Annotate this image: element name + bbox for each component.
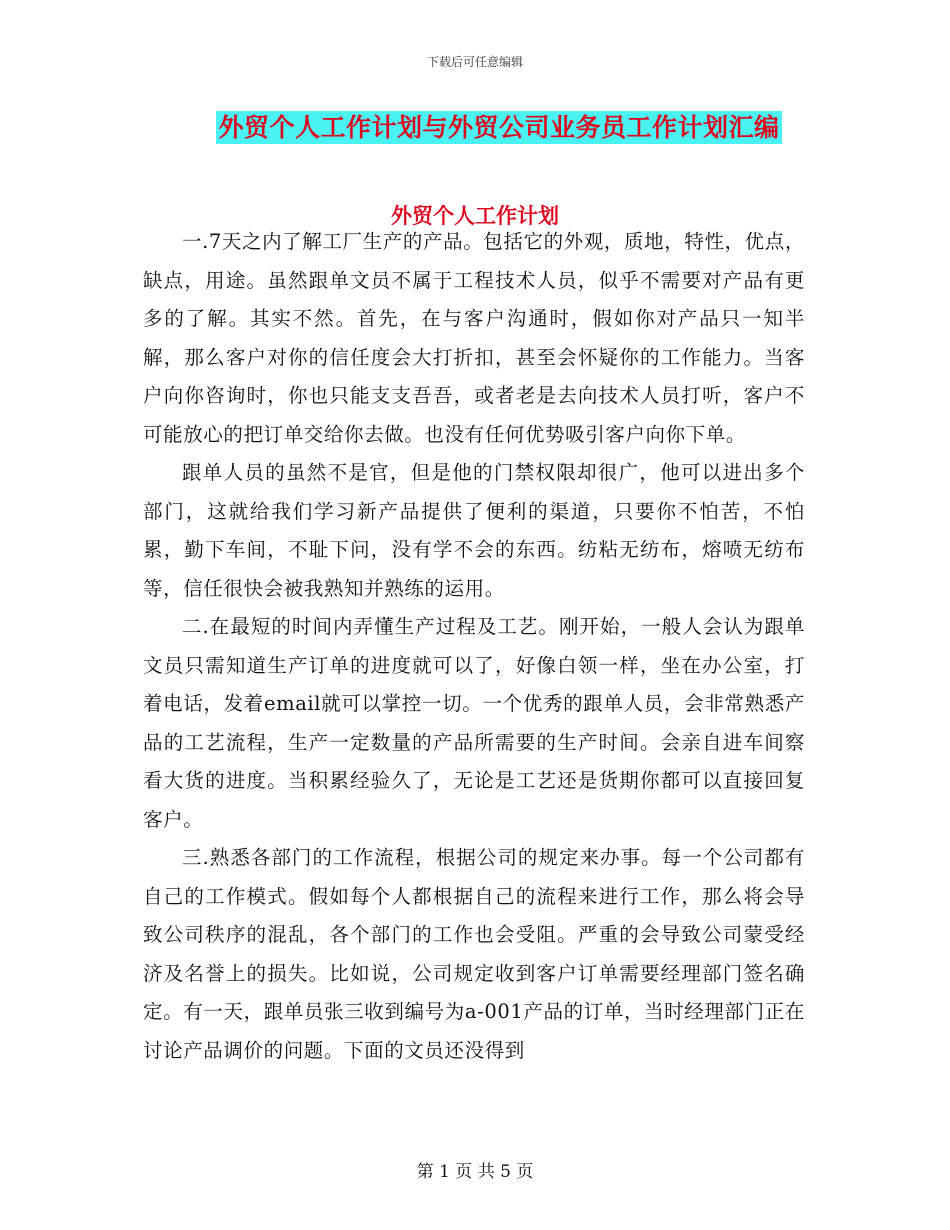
paragraph-3: 二.在最短的时间内弄懂生产过程及工艺。刚开始，一般人会认为跟单文员只需知道生产订单的进度就可以了，好像白领一样，坐在办公室，打着电话，发着email就可以掌控一切。一个优秀的跟单人员，会非常熟悉产品的工艺流程，生产一定数量的产品所需要的生产时间。会亲自进车间察看大货的进度。当积累经验久了，无论是工艺还是货期你都可以直接回复客户。 xyxy=(143,615,805,831)
document-title-text: 外贸个人工作计划与外贸公司业务员工作计划汇编 xyxy=(218,113,780,142)
paragraph-4: 三.熟悉各部门的工作流程，根据公司的规定来办事。每一个公司都有自己的工作模式。假如每个人都根据自己的流程来进行工作，那么将会导致公司秩序的混乱，各个部门的工作也会受阻。严重的会导致公司蒙受经济及名誉上的损失。比如说，公司规定收到客户订单需要经理部门签名确定。有一天，跟单员张三收到编号为a-001产品的订单，当时经理部门正在讨论产品调价的问题。下面的文员还没得到 xyxy=(143,846,805,1062)
section-title: 外贸个人工作计划 xyxy=(391,204,559,228)
paragraph-1: 一.7天之内了解工厂生产的产品。包括它的外观，质地，特性，优点，缺点，用途。虽然跟单文员不属于工程技术人员，似乎不需要对产品有更多的了解。其实不然。首先，在与客户沟通时，假如你对产品只一知半解，那么客户对你的信任度会大打折扣，甚至会怀疑你的工作能力。当客户向你咨询时，你也只能支支吾吾，或者老是去向技术人员打听，客户不可能放心的把订单交给你去做。也没有任何优势吸引客户向你下单。 xyxy=(143,230,805,446)
document-body xyxy=(143,223,805,1070)
document-title xyxy=(0,108,950,144)
page-number-footer: 第 1 页 共 5 页 xyxy=(416,1162,534,1182)
paragraph-2: 跟单人员的虽然不是官，但是他的门禁权限却很广，他可以进出多个部门，这就给我们学习新产品提供了便利的渠道，只要你不怕苦，不怕累，勤下车间，不耻下问，没有学不会的东西。纺粘无纺布，熔喷无纺布等，信任很快会被我熟知并熟练的运用。 xyxy=(143,461,805,600)
page-header-note: 下载后可任意编辑 xyxy=(426,55,523,69)
